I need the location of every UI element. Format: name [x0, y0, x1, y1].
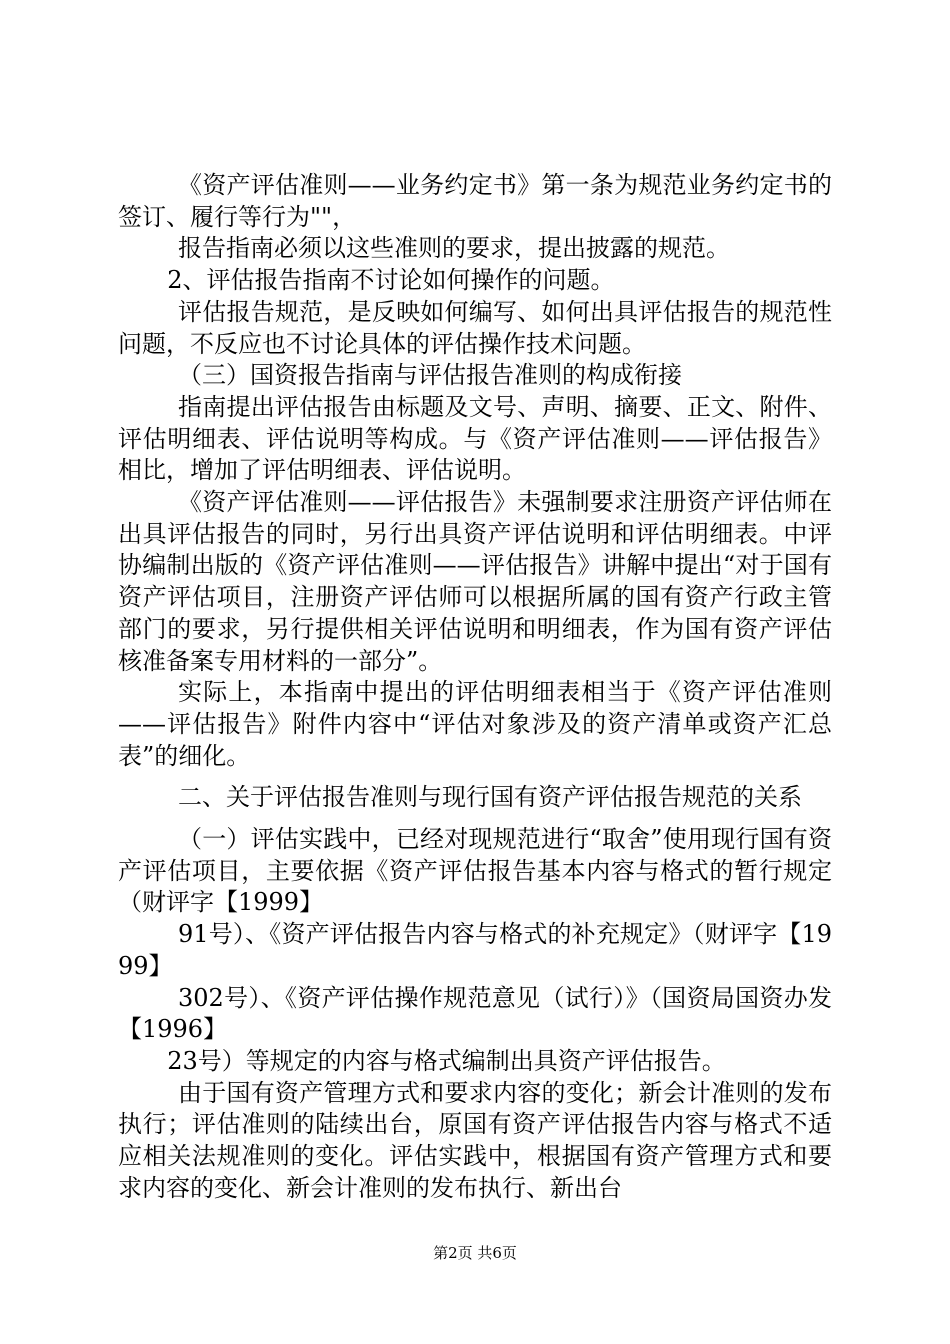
document-body: [118, 170, 832, 1205]
paragraph-11: 302号）、《资产评估操作规范意见（试行）》（国资局国资办发【1996】: [118, 983, 832, 1044]
paragraph-3: 2、评估报告指南不讨论如何操作的问题。: [167, 266, 615, 295]
paragraph-4: 评估报告规范，是反映如何编写、如何出具评估报告的规范性问题，不反应也不讨论具体的评估操作技术问题。: [118, 297, 832, 358]
paragraph-1: 《资产评估准则——业务约定书》第一条为规范业务约定书的签订、履行等行为""，: [118, 171, 832, 231]
paragraph-2: 报告指南必须以这些准则的要求，提出披露的规范。: [178, 234, 730, 263]
paragraph-10: 91号）、《资产评估报告内容与格式的补充规定》（财评字【1999】: [118, 920, 832, 980]
paragraph-9: （一）评估实践中，已经对现规范进行“取舍”使用现行国有资产评估项目，主要依据《资产评估报告基本内容与格式的暂行规定（财评字【1999】: [118, 825, 832, 917]
paragraph-7: 《资产评估准则——评估报告》未强制要求注册资产评估师在出具评估报告的同时，另行出具资产评估说明和评估明细表。中评协编制出版的《资产评估准则——评估报告》讲解中提出“对于国有资产评估项目，注册资产评估师可以根据所属的国有资产行政主管部门的要求，另行提供相关评估说明和明细表，作为国有资产评估核准备案专用材料的一部分”。: [118, 488, 832, 675]
paragraph-12: 23号）等规定的内容与格式编制出具资产评估报告。: [167, 1046, 726, 1075]
paragraph-13: 由于国有资产管理方式和要求内容的变化；新会计准则的发布执行；评估准则的陆续出台，原国有资产评估报告内容与格式不适应相关法规准则的变化。评估实践中，根据国有资产管理方式和要求内容的变化、新会计准则的发布执行、新出台: [118, 1078, 832, 1202]
page-footer: 第2页 共6页: [433, 1244, 517, 1262]
paragraph-5: （三）国资报告指南与评估报告准则的构成衔接: [178, 361, 682, 390]
paragraph-8: 实际上，本指南中提出的评估明细表相当于《资产评估准则——评估报告》附件内容中“评估对象涉及的资产清单或资产汇总表”的细化。: [118, 678, 832, 770]
paragraph-6: 指南提出评估报告由标题及文号、声明、摘要、正文、附件、评估明细表、评估说明等构成。与《资产评估准则——评估报告》相比，增加了评估明细表、评估说明。: [118, 392, 832, 485]
section-heading-2: 二、关于评估报告准则与现行国有资产评估报告规范的关系: [178, 783, 802, 812]
